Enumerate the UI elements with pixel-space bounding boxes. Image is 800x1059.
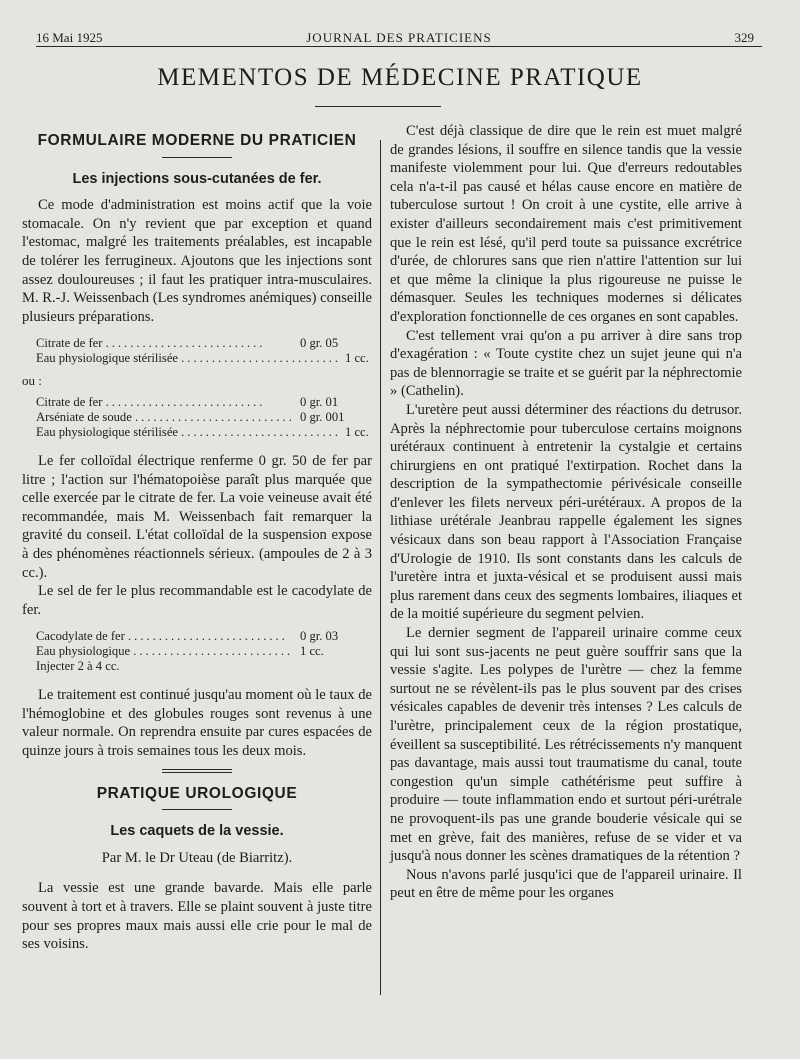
alternative-label: ou :: [22, 373, 42, 389]
right-column: [390, 122, 742, 903]
issue-date: 16 Mai 1925: [36, 30, 103, 45]
ingredient-quantity: 1 cc.: [345, 424, 369, 439]
formula-3: [36, 629, 372, 674]
formula-row: [36, 425, 372, 440]
section-rule: [162, 157, 232, 158]
leader-dots: ..........................: [105, 336, 266, 351]
article-heading-caquets: Les caquets de la vessie.: [110, 823, 284, 840]
paragraph: C'est tellement vrai qu'on a pu arriver à dire sans trop d'exagération : « Toute cystite chez un sujet jeune qui n'a pas de blennorragie se traite et se guérit par la néphrectomie » (Cathelin).: [390, 327, 742, 400]
column-divider: [380, 140, 381, 995]
ingredient-name: Citrate de fer: [36, 336, 103, 351]
ingredient-name: Eau physiologique stérilisée: [36, 424, 178, 439]
formula-row: [36, 629, 372, 644]
page-number: 329: [734, 30, 754, 45]
journal-name: JOURNAL DES PRATICIENS: [306, 30, 492, 45]
paragraph: C'est déjà classique de dire que le rein est muet malgré de grandes lésions, il souffre en silence tandis que la vessie manifeste violemment pour lui. Que d'erreurs redoutables cela n'a-t-il pas causé et hélas cause encore en matière de tuberculose surtout ! On croit à une cystite, elle arrive à exister d'ailleurs secondairement mais c'est primitivement que le rein est lésé, qu'il perd toute sa puissance excrétrice d'urée, de chlorures sans que rien n'attire l'attention sur lui et que même la clinique la plus rigoureuse ne puisse le démasquer. Seules les techniques modernes si délicates d'exploration fonctionnelle de ces organes en sont capables.: [390, 123, 742, 325]
left-column: [22, 122, 372, 954]
leader-dots: ..........................: [181, 424, 342, 439]
page-title: MEMENTOS DE MÉDECINE PRATIQUE: [157, 64, 643, 91]
ingredient-name: Eau physiologique: [36, 644, 131, 659]
leader-dots: ..........................: [134, 409, 295, 424]
section-heading-formulaire: FORMULAIRE MODERNE DU PRATICIEN: [37, 132, 357, 149]
running-header: [36, 24, 762, 47]
ingredient-quantity: 0 gr. 01: [300, 394, 339, 409]
ingredient-name: Eau physiologique stérilisée: [36, 351, 178, 366]
formula-row: [36, 644, 372, 659]
formula-row: [36, 410, 372, 425]
leader-dots: ..........................: [105, 394, 266, 409]
formula-1: [36, 336, 372, 366]
paragraph: Ce mode d'administration est moins actif que la voie stomacale. On n'y revient que par exception et quand l'estomac, malgré les traitements préalables, est incapable de tolérer les ferrugineux. Ajoutons que les injections sont assez douloureuses ; il faut les pratiquer intra-musculaires. M. R.-J. Weissenbach (Les syndromes anémiques) conseille plusieurs préparations.: [22, 197, 372, 325]
formula-2: [36, 395, 372, 440]
paragraph: L'uretère peut aussi déterminer des réactions du detrusor. Après la néphrectomie pour tuberculose certains moignons urétéraux continuent à entretenir la cystalgie et certains chirurgiens en ont pratiqué l'extirpation. Rochet dans la description de la sympathectomie périvésicale conseille d'enlever les filets nerveux péri-urétéraux. A propos de la lithiase urétérale Jeanbrau rappelle également les signes vésicaux dans son beau rapport à l'Association Française d'Urologie de 1910. Ils sont constants dans les calculs de l'uretère intra et juxta-vésical et se produisent aussi mais plus rarement dans ceux des segments lombaires, iliaques et de la moitié supérieure du segment pelvien.: [390, 401, 742, 623]
ingredient-name: Cacodylate de fer: [36, 629, 125, 644]
title-rule: [315, 106, 441, 107]
paragraph: Le dernier segment de l'appareil urinaire comme ceux qui lui sont sus-jacents ne peut guère souffrir sans que la vessie s'agite. Les polypes de l'urètre — chez la femme surtout ne se révèlent-ils pas le plus souvent par des crises vésicales capables de devenir très intenses ? Les calculs de l'urètre, principalement ceux de la région prostatique, éveillent sa susceptibilité. Les rétrécissements n'y manquent pas davantage, mais aussi tout traumatisme du canal, toute congestion qu'un simple cathétérisme peut suffire à produire — toute inflammation endo et surtout péri-urétrale ne provoquent-ils pas une grande bouderie vésicale qui se met en grève, fait des manières, refuse de se vider et va jusqu'à nous donner les scènes dramatiques de la rétention ?: [390, 625, 742, 865]
ingredient-quantity: 1 cc.: [300, 644, 324, 659]
ingredient-quantity: 0 gr. 05: [300, 336, 339, 351]
leader-dots: ..........................: [127, 629, 288, 644]
formula-row: [36, 336, 372, 351]
paragraph: Le traitement est continué jusqu'au moment où le taux de l'hémoglobine et des globules rouges sont revenus à une valeur normale. On reprendra ensuite par cures espacées de quinze jours à trois semaines tous les deux mois.: [22, 687, 372, 760]
ingredient-name: Citrate de fer: [36, 394, 103, 409]
paragraph: Nous n'avons parlé jusqu'ici que de l'appareil urinaire. Il peut en être de même pour les organes: [390, 866, 742, 902]
leader-dots: ..........................: [181, 351, 342, 366]
leader-dots: ..........................: [133, 644, 294, 659]
ingredient-quantity: 0 gr. 001: [300, 409, 345, 424]
ingredient-quantity: 0 gr. 03: [300, 629, 339, 644]
ingredient-quantity: 1 cc.: [345, 351, 369, 366]
author-byline: Par M. le Dr Uteau (de Biarritz).: [101, 849, 293, 866]
ingredient-name: Arséniate de soude: [36, 409, 132, 424]
formula-note: Injecter 2 à 4 cc.: [36, 659, 120, 674]
section-separator: [162, 769, 232, 773]
paragraph: La vessie est une grande bavarde. Mais elle parle souvent à tort et à travers. Elle se plaint souvent à juste titre pour ses propres maux mais aussi elle crie pour le mal de ses voisins.: [22, 880, 372, 953]
section-heading-urologie: PRATIQUE UROLOGIQUE: [96, 784, 298, 802]
paragraph: Le fer colloïdal électrique renferme 0 gr. 50 de fer par litre ; l'action sur l'hématopoièse paraît plus marquée que celle exercée par le citrate de fer. La voie veineuse avait été recommandée, mais M. Weissenbach fait remarquer la gravité du conseil. L'état colloïdal de la suspension expose à des phénomènes réactionnels sérieux. (ampoules de 2 à 3 cc.).: [22, 452, 372, 581]
formula-row: [36, 351, 372, 366]
formula-row: [36, 395, 372, 410]
paragraph: Le sel de fer le plus recommandable est le cacodylate de fer.: [22, 583, 372, 618]
article-heading-injections: Les injections sous-cutanées de fer.: [72, 170, 322, 187]
section-rule: [162, 809, 232, 810]
